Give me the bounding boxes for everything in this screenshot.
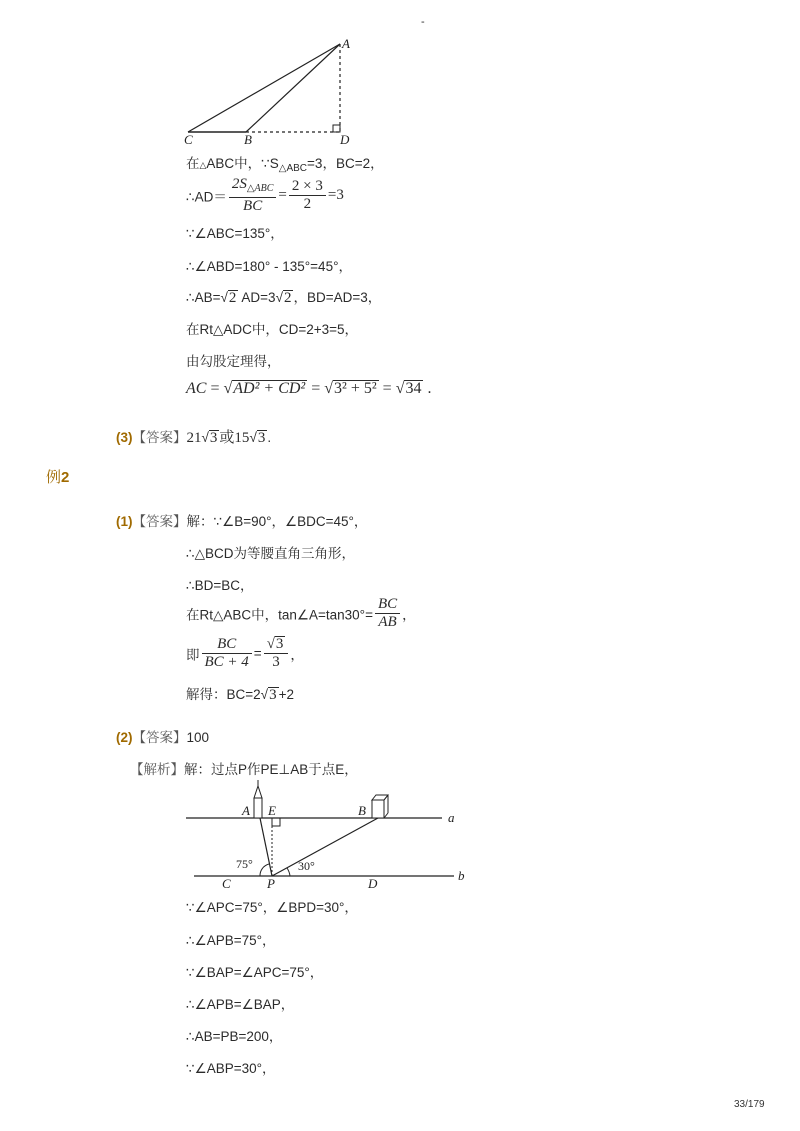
solution-line: ∴∠APB=75°， (186, 933, 276, 948)
fig2-label-line-b: b (458, 868, 465, 883)
page-number: 33/179 (734, 1099, 765, 1110)
fig1-label-b: B (244, 132, 252, 146)
solution-line: 在△ABC中，$\because S_{\triangle ABC}=3$，BC=2， (186, 156, 384, 174)
fig2-label-e: E (268, 803, 276, 818)
solution-line: ∵∠ABC=135°， (186, 226, 284, 241)
solution-line: ∴AB=√2 AD=3√2 ，BD=AD=3， (186, 290, 382, 306)
solution-line: 在Rt△ADC中，CD=2+3=5， (186, 322, 359, 337)
solution-line: ∵∠BAP=∠APC=75°， (186, 965, 324, 980)
solution-line: 由勾股定理得， (186, 354, 281, 369)
ex2-part1-answer: (1)【答案】解：∵∠B=90°，∠BDC=45°， (116, 514, 368, 529)
solution-line: 解得：BC=2√3 +2 (186, 687, 294, 703)
fig2-label-b: B (358, 803, 366, 818)
ratio-formula: 即 $\frac{BC}{BC + 4}$ = $\frac{√3}{3}$ ， (186, 636, 304, 670)
fig2-label-c: C (222, 876, 231, 891)
fig2-label-a: A (242, 803, 250, 818)
example-heading: 例2 (46, 469, 70, 486)
fig2-label-d: D (368, 876, 378, 891)
solution-line: ∴BD=BC， (186, 578, 254, 593)
fig2-label-line-a: a (448, 810, 455, 825)
ad-formula: ∴AD＝ $\frac{2S_{\triangle ABC}}{BC}$ = $\frac{2 \times 3}{2}$ =3 (186, 176, 344, 214)
solution-line: ∴AB=PB=200， (186, 1029, 283, 1044)
solution-line: ∴∠ABD=180° - 135°=45°， (186, 259, 352, 274)
analysis-line: 【解析】解：过点P作PE⊥AB于点E， (130, 762, 358, 777)
parallel-lines-figure (180, 778, 480, 898)
top-mark: - (421, 16, 425, 28)
fig1-label-d: D (340, 132, 350, 146)
fig2-angle-30: 30° (298, 859, 315, 873)
solution-line: ∵∠ABP=30°， (186, 1061, 276, 1076)
triangle-figure-1 (180, 34, 380, 146)
solution-line: ∴△BCD为等腰直角三角形， (186, 546, 355, 561)
tan-formula: 在Rt△ABC中，tan∠A=tan30°= $\frac{BC}{AB}$ ， (186, 596, 416, 630)
part3-answer: (3)【答案】21√3 或15√3 . (116, 430, 272, 446)
ex2-part2-answer: (2)【答案】100 (116, 730, 210, 745)
fig1-label-a: A (342, 36, 350, 51)
solution-line: ∴∠APB=∠BAP， (186, 997, 295, 1012)
fig2-angle-75: 75° (236, 857, 253, 871)
solution-line: ∵∠APC=75°，∠BPD=30°， (186, 900, 358, 915)
fig2-label-p: P (267, 876, 275, 891)
ac-formula: AC = √AD² + CD² = √3² + 5² = √34 . (186, 380, 432, 397)
fig1-label-c: C (184, 132, 193, 146)
